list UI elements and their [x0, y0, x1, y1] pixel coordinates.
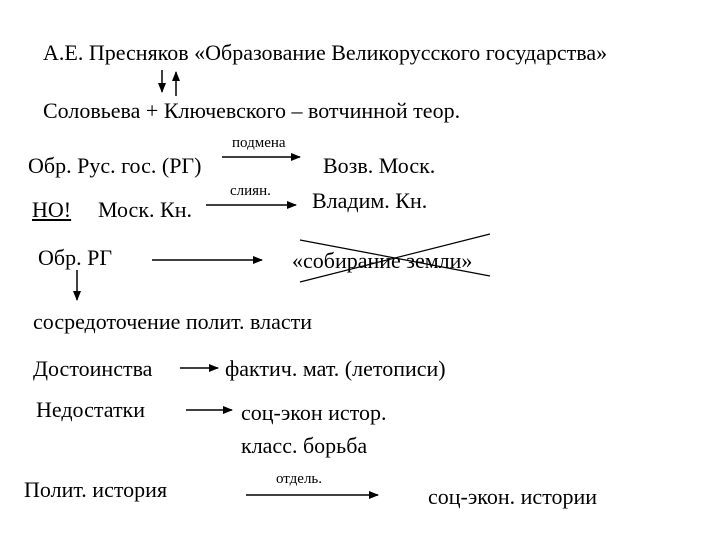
- row7-arrow-label: отдель.: [276, 471, 323, 487]
- row1-arrow-label: подмена: [232, 135, 286, 151]
- title: А.Е. Пресняков «Образование Великорусского государства»: [43, 40, 608, 65]
- row3-left: Обр. РГ: [38, 245, 113, 270]
- row1-right: Возв. Моск.: [323, 153, 436, 178]
- row4-text: сосредоточение полит. власти: [33, 309, 313, 334]
- row3-right: «собирание земли»: [292, 248, 473, 273]
- row2-prefix: НО!: [32, 197, 72, 222]
- row1-left: Обр. Рус. гос. (РГ): [28, 153, 202, 178]
- row5-right: фактич. мат. (летописи): [225, 356, 446, 381]
- row6-left: Недостатки: [36, 397, 146, 422]
- row2-right: Владим. Кн.: [312, 188, 428, 213]
- row2-arrow-label: слиян.: [230, 183, 271, 199]
- row6-right2: класс. борьба: [241, 433, 368, 458]
- theory-line: Соловьева + Ключевского – вотчинной теор.: [43, 98, 461, 123]
- row7-right: соц-экон. истории: [428, 484, 598, 509]
- row7-left: Полит. история: [24, 477, 168, 502]
- row2-left: Моск. Кн.: [98, 197, 192, 222]
- row5-left: Достоинства: [33, 356, 153, 381]
- row6-right1: соц-экон истор.: [241, 400, 387, 425]
